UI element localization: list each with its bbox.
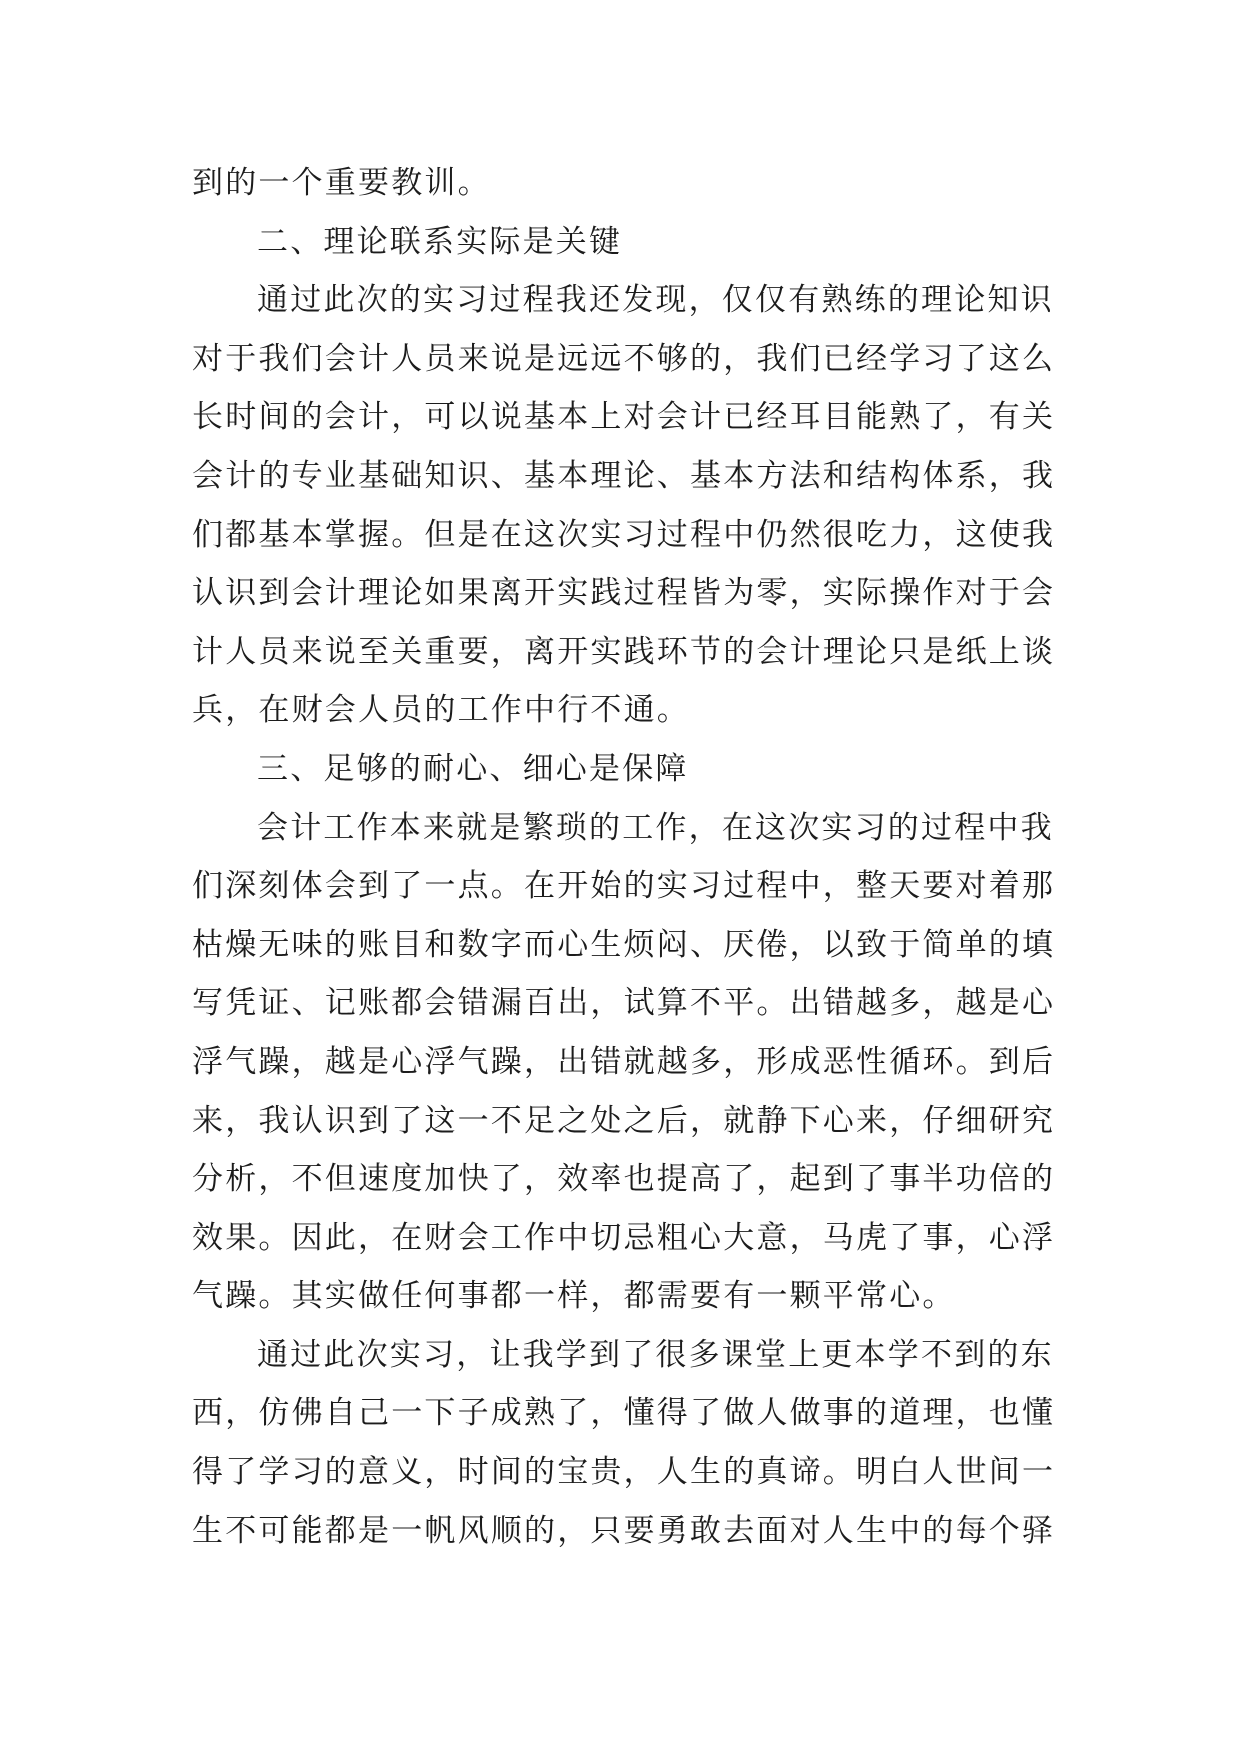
text-line: 效果。因此，在财会工作中切忌粗心大意，马虎了事，心浮 (192, 1219, 1056, 1256)
text-line: 生不可能都是一帆风顺的，只要勇敢去面对人生中的每个驿 (192, 1512, 1056, 1549)
text-line: 来，我认识到了这一不足之处之后，就静下心来，仔细研究 (192, 1102, 1056, 1139)
text-line: 三、足够的耐心、细心是保障 (257, 750, 689, 787)
text-line: 长时间的会计，可以说基本上对会计已经耳目能熟了，有关 (192, 399, 1056, 436)
text-line: 二、理论联系实际是关键 (257, 223, 623, 260)
text-line: 西，仿佛自己一下子成熟了，懂得了做人做事的道理，也懂 (192, 1395, 1056, 1432)
text-line: 浮气躁，越是心浮气躁，出错就越多，形成恶性循环。到后 (192, 1043, 1056, 1080)
text-line: 得了学习的意义，时间的宝贵，人生的真谛。明白人世间一 (192, 1454, 1056, 1491)
text-line: 会计的专业基础知识、基本理论、基本方法和结构体系，我 (192, 457, 1056, 494)
text-line: 会计工作本来就是繁琐的工作，在这次实习的过程中我 (257, 809, 1054, 846)
text-line: 分析，不但速度加快了，效率也提高了，起到了事半功倍的 (192, 1161, 1056, 1198)
text-line: 枯燥无味的账目和数字而心生烦闷、厌倦，以致于简单的填 (192, 926, 1056, 963)
text-line: 通过此次的实习过程我还发现，仅仅有熟练的理论知识 (257, 282, 1054, 319)
text-line: 对于我们会计人员来说是远远不够的，我们已经学习了这么 (192, 340, 1056, 377)
text-line: 们都基本掌握。但是在这次实习过程中仍然很吃力，这使我 (192, 516, 1056, 553)
text-line: 计人员来说至关重要，离开实践环节的会计理论只是纸上谈 (192, 633, 1056, 670)
text-line: 认识到会计理论如果离开实践过程皆为零，实际操作对于会 (192, 575, 1056, 612)
document-body (192, 154, 1056, 1560)
text-line: 气躁。其实做任何事都一样，都需要有一颗平常心。 (192, 1278, 956, 1315)
text-line: 写凭证、记账都会错漏百出，试算不平。出错越多，越是心 (192, 985, 1056, 1022)
text-line: 们深刻体会到了一点。在开始的实习过程中，整天要对着那 (192, 868, 1056, 905)
text-line: 兵，在财会人员的工作中行不通。 (192, 692, 690, 729)
text-line: 到的一个重要教训。 (192, 165, 491, 201)
text-line: 通过此次实习，让我学到了很多课堂上更本学不到的东 (257, 1336, 1054, 1373)
